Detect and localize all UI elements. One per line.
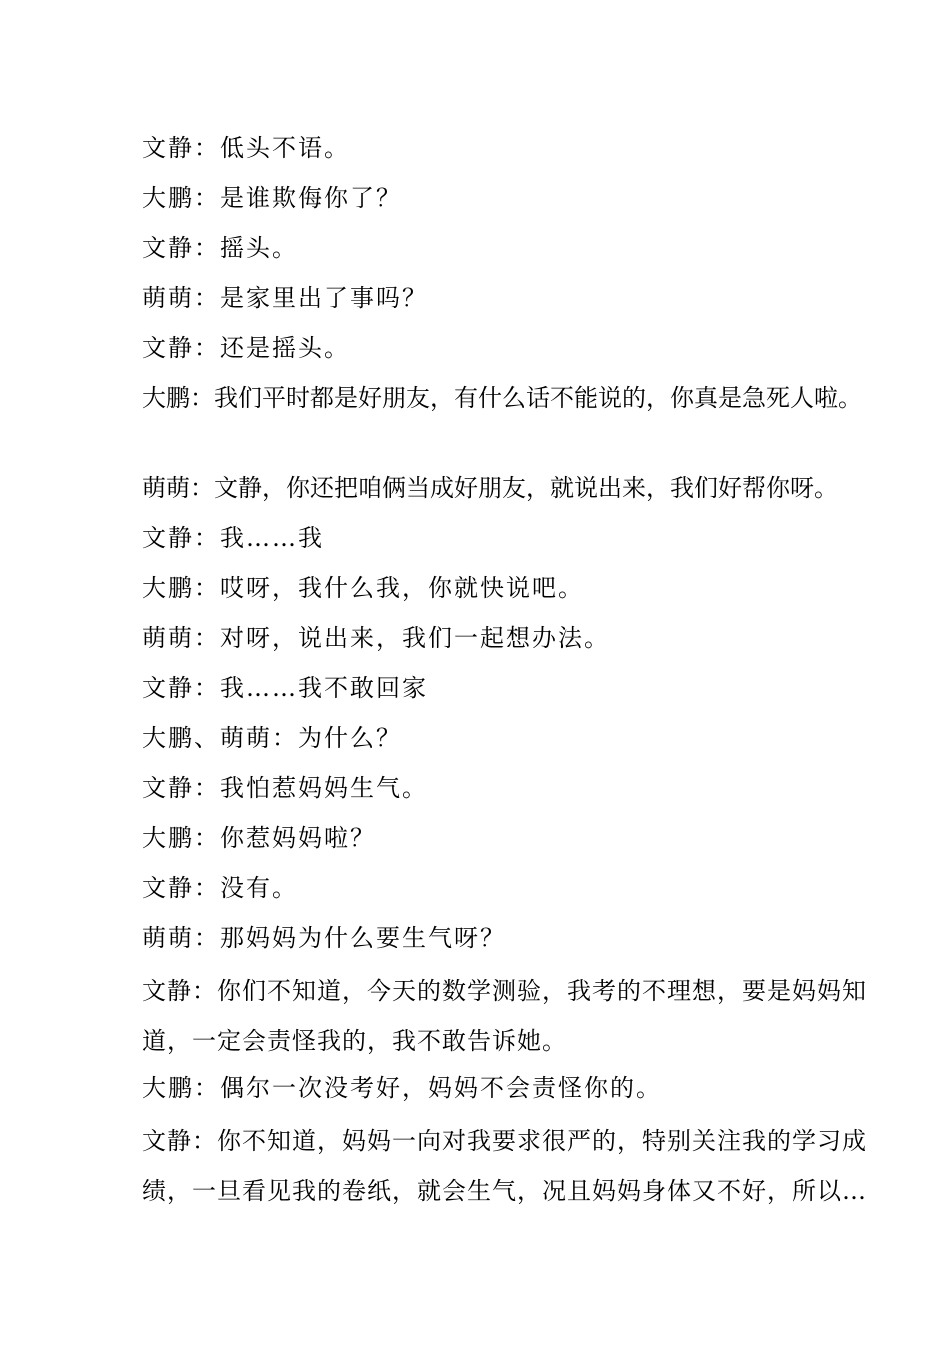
dialogue-line: 文静：还是摇头。 bbox=[142, 334, 350, 362]
dialogue-line: 萌萌：那妈妈为什么要生气呀？ bbox=[142, 924, 506, 952]
dialogue-line: 文静：我怕惹妈妈生气。 bbox=[142, 774, 428, 802]
dialogue-line: 大鹏：我们平时都是好朋友，有什么话不能说的，你真是急死人啦。 bbox=[142, 384, 862, 412]
dialogue-line: 文静：低头不语。 bbox=[142, 134, 350, 162]
dialogue-text bbox=[142, 126, 872, 1216]
dialogue-line: 文静：我……我 bbox=[142, 524, 324, 552]
dialogue-line: 大鹏、萌萌：为什么？ bbox=[142, 724, 402, 752]
dialogue-line: 文静：没有。 bbox=[142, 874, 298, 902]
dialogue-line: 文静：摇头。 bbox=[142, 234, 298, 262]
dialogue-line: 大鹏：偶尔一次没考好，妈妈不会责怪你的。 bbox=[142, 1074, 662, 1102]
dialogue-line: 萌萌：是家里出了事吗？ bbox=[142, 284, 428, 312]
dialogue-line: 萌萌：对呀，说出来，我们一起想办法。 bbox=[142, 624, 610, 652]
dialogue-line: 文静：我……我不敢回家 bbox=[142, 674, 428, 702]
dialogue-line: 大鹏：是谁欺侮你了？ bbox=[142, 184, 402, 212]
dialogue-line: 萌萌：文静，你还把咱俩当成好朋友，就说出来，我们好帮你呀。 bbox=[142, 474, 838, 502]
dialogue-line: 文静：你们不知道，今天的数学测验，我考的不理想，要是妈妈知道，一定会责怪我的，我不敢告诉她。 bbox=[142, 977, 867, 1055]
dialogue-line: 大鹏：你惹妈妈啦？ bbox=[142, 824, 376, 852]
dialogue-line: 文静：你不知道，妈妈一向对我要求很严的，特别关注我的学习成绩，一旦看见我的卷纸，就会生气，况且妈妈身体又不好，所以… bbox=[142, 1127, 867, 1205]
dialogue-line: 大鹏：哎呀，我什么我，你就快说吧。 bbox=[142, 574, 584, 602]
